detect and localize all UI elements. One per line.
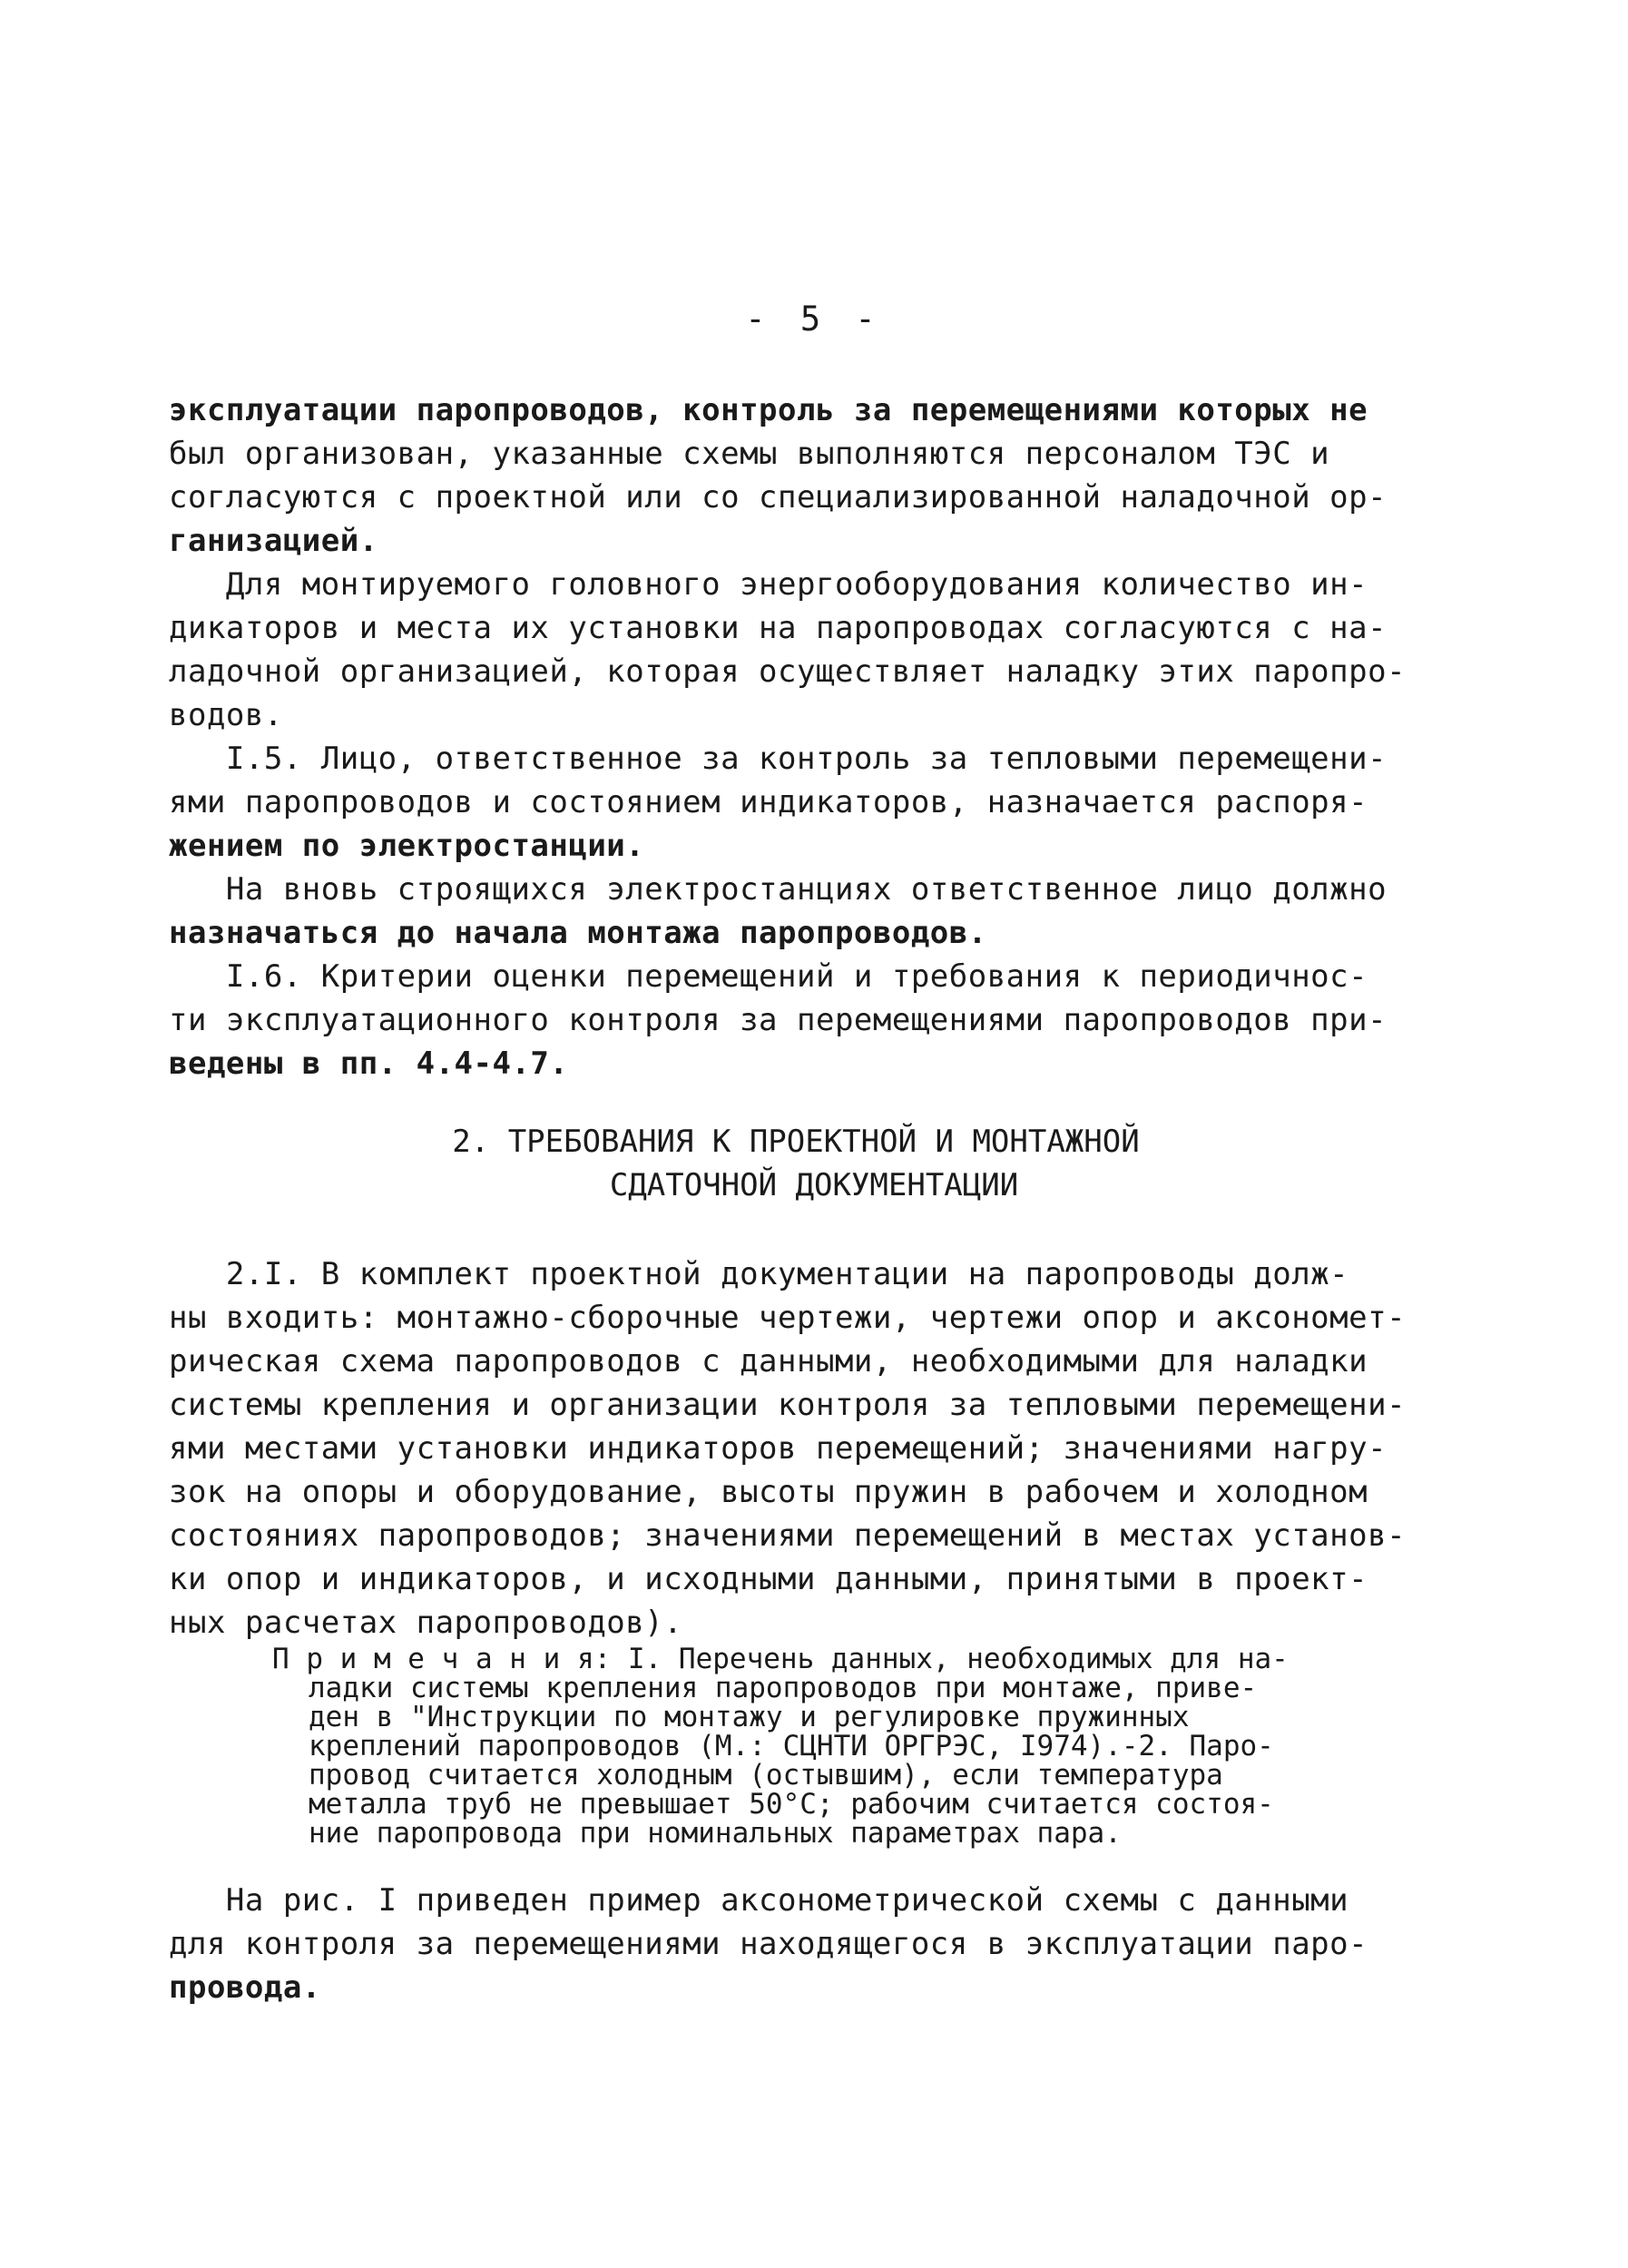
section-heading: 2. ТРЕБОВАНИЯ К ПРОЕКТНОЙ И МОНТАЖНОЙ [452, 1124, 1140, 1160]
note-line: провод считается холодным (остывшим), если температура [309, 1759, 1223, 1792]
text-line: 2.I. В комплект проектной документации на паропроводы долж- [169, 1256, 1349, 1292]
section-heading: СДАТОЧНОЙ ДОКУМЕНТАЦИИ [609, 1167, 1019, 1203]
text-line: ладочной организацией, которая осуществляет наладку этих паропро- [169, 653, 1407, 690]
page-number: - 5 - [745, 299, 883, 339]
text-line: ти эксплуатационного контроля за перемещениями паропроводов при- [169, 1002, 1388, 1038]
text-line: водов. [169, 697, 283, 733]
text-line: ями местами установки индикаторов перемещений; значениями нагру- [169, 1430, 1388, 1467]
text-line: жением по электростанции. [169, 828, 645, 864]
text-line: зок на опоры и оборудование, высоты пружин в рабочем и холодном [169, 1474, 1368, 1510]
note-line: ладки системы крепления паропроводов при монтаже, приве- [309, 1672, 1258, 1704]
note-line: ние паропровода при номинальных параметрах пара. [309, 1817, 1122, 1850]
text-line: рическая схема паропроводов с данными, необходимыми для наладки [169, 1343, 1368, 1379]
text-line: ганизацией. [169, 523, 378, 559]
text-line: состояниях паропроводов; значениями перемещений в местах установ- [169, 1517, 1407, 1554]
note-line: креплений паропроводов (М.: СЦНТИ ОРГРЭС, I974).-2. Паро- [309, 1730, 1274, 1762]
text-line: дикаторов и места их установки на паропроводах согласуются с на- [169, 610, 1388, 646]
text-line: Для монтируемого головного энергооборудования количество ин- [169, 566, 1368, 603]
text-line: I.6. Критерии оценки перемещений и требования к периодичнос- [169, 958, 1368, 995]
text-line: назначаться до начала монтажа паропроводов. [169, 915, 987, 951]
text-line: I.5. Лицо, ответственное за контроль за тепловыми перемещени- [169, 741, 1388, 777]
text-line: согласуются с проектной или со специализированной наладочной ор- [169, 479, 1388, 515]
text-line: эксплуатации паропроводов, контроль за перемещениями которых не [169, 392, 1368, 428]
text-line: ки опор и индикаторов, и исходными данными, принятыми в проект- [169, 1561, 1368, 1597]
note-line: металла труб не превышает 50°С; рабочим считается состоя- [309, 1788, 1274, 1821]
text-line: ных расчетах паропроводов). [169, 1605, 683, 1641]
text-line: ведены в пп. 4.4-4.7. [169, 1046, 569, 1082]
text-line: для контроля за перемещениями находящегося в эксплуатации паро- [169, 1926, 1368, 1962]
text-line: ями паропроводов и состоянием индикаторов, назначается распоря- [169, 784, 1368, 820]
text-line: На рис. I приведен пример аксонометрической схемы с данными [169, 1882, 1349, 1919]
text-line: На вновь строящихся электростанциях ответственное лицо должно [169, 871, 1388, 908]
note-line: ден в "Инструкции по монтажу и регулировке пружинных [309, 1701, 1190, 1733]
text-line: системы крепления и организации контроля за тепловыми перемещени- [169, 1387, 1407, 1423]
text-line: провода. [169, 1969, 321, 2006]
note-line: П р и м е ч а н и я: I. Перечень данных, необходимых для на- [272, 1643, 1289, 1675]
text-line: ны входить: монтажно-сборочные чертежи, чертежи опор и аксономет- [169, 1300, 1407, 1336]
text-line: был организован, указанные схемы выполняются персоналом ТЭС и [169, 436, 1330, 472]
